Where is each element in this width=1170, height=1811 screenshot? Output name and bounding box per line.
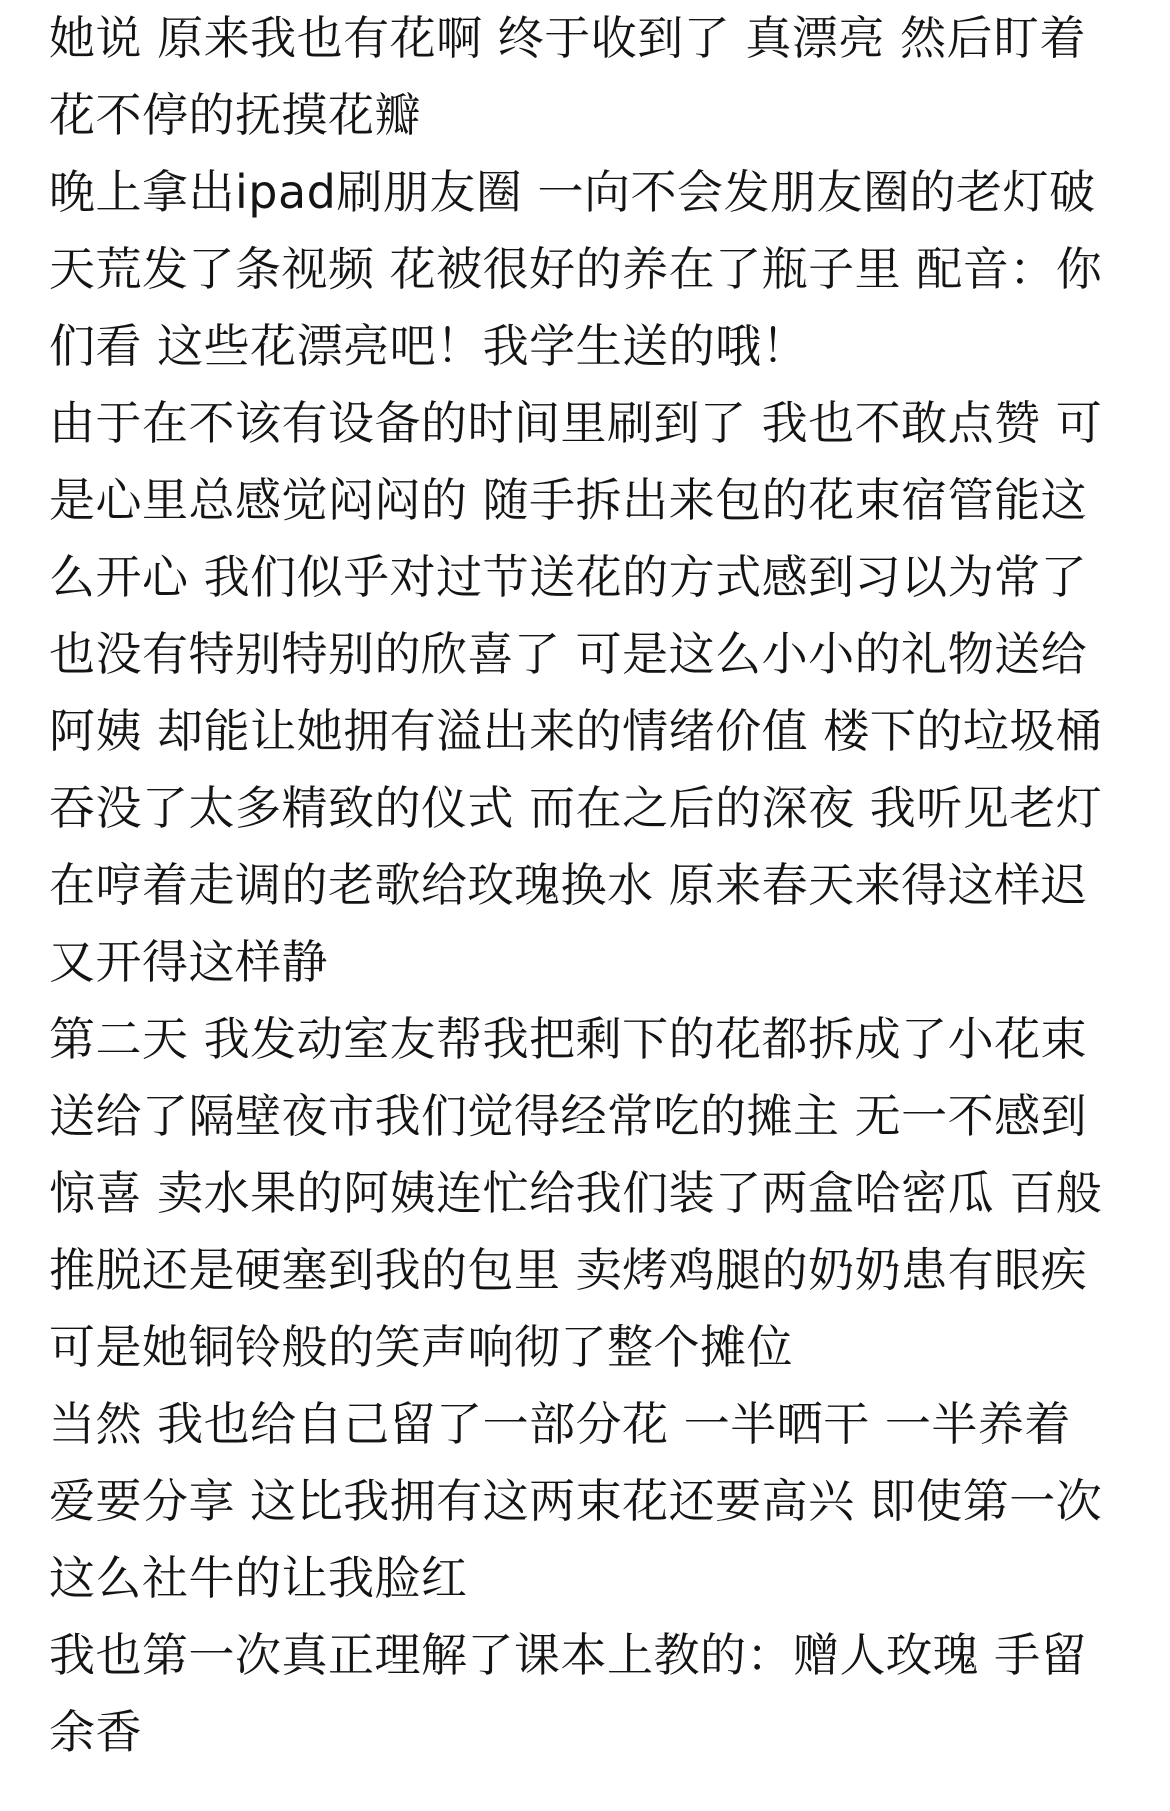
post-paragraph-3: 由于在不该有设备的时间里刷到了 我也不敢点赞 可是心里总感觉闷闷的 随手拆出来包的花束宿管能这么开心 我们似乎对过节送花的方式感到习以为常了 也没有特别特别的欣喜了 可是这么小小的礼物送给阿姨 却能让她拥有溢出来的情绪价值 楼下的垃圾桶吞没了太多精致的仪式 而在之后的深夜 我听见老灯在哼着走调的老歌给玫瑰换水 原来春天来得这样迟 又开得这样静 xyxy=(49,396,1103,989)
post-paragraph-4: 第二天 我发动室友帮我把剩下的花都拆成了小花束 送给了隔壁夜市我们觉得经常吃的摊主 无一不感到惊喜 卖水果的阿姨连忙给我们装了两盒哈密瓜 百般推脱还是硬塞到我的包里 卖烤鸡腿的奶奶患有眼疾 可是她铜铃般的笑声响彻了整个摊位 xyxy=(49,1012,1103,1374)
post-paragraph-6: 我也第一次真正理解了课本上教的：赠人玫瑰 手留余香 xyxy=(49,1628,1088,1759)
post-paragraph-2: 晚上拿出ipad刷朋友圈 一向不会发朋友圈的老灯破天荒发了条视频 花被很好的养在了瓶子里 配音：你们看 这些花漂亮吧！我学生送的哦！ xyxy=(49,165,1103,373)
post-paragraph-1: 她说 原来我也有花啊 终于收到了 真漂亮 然后盯着花不停的抚摸花瓣 xyxy=(49,11,1086,142)
post-body xyxy=(49,0,1129,1771)
post-paragraph-5: 当然 我也给自己留了一部分花 一半晒干 一半养着 爱要分享 这比我拥有这两束花还要高兴 即使第一次这么社牛的让我脸红 xyxy=(49,1397,1103,1605)
